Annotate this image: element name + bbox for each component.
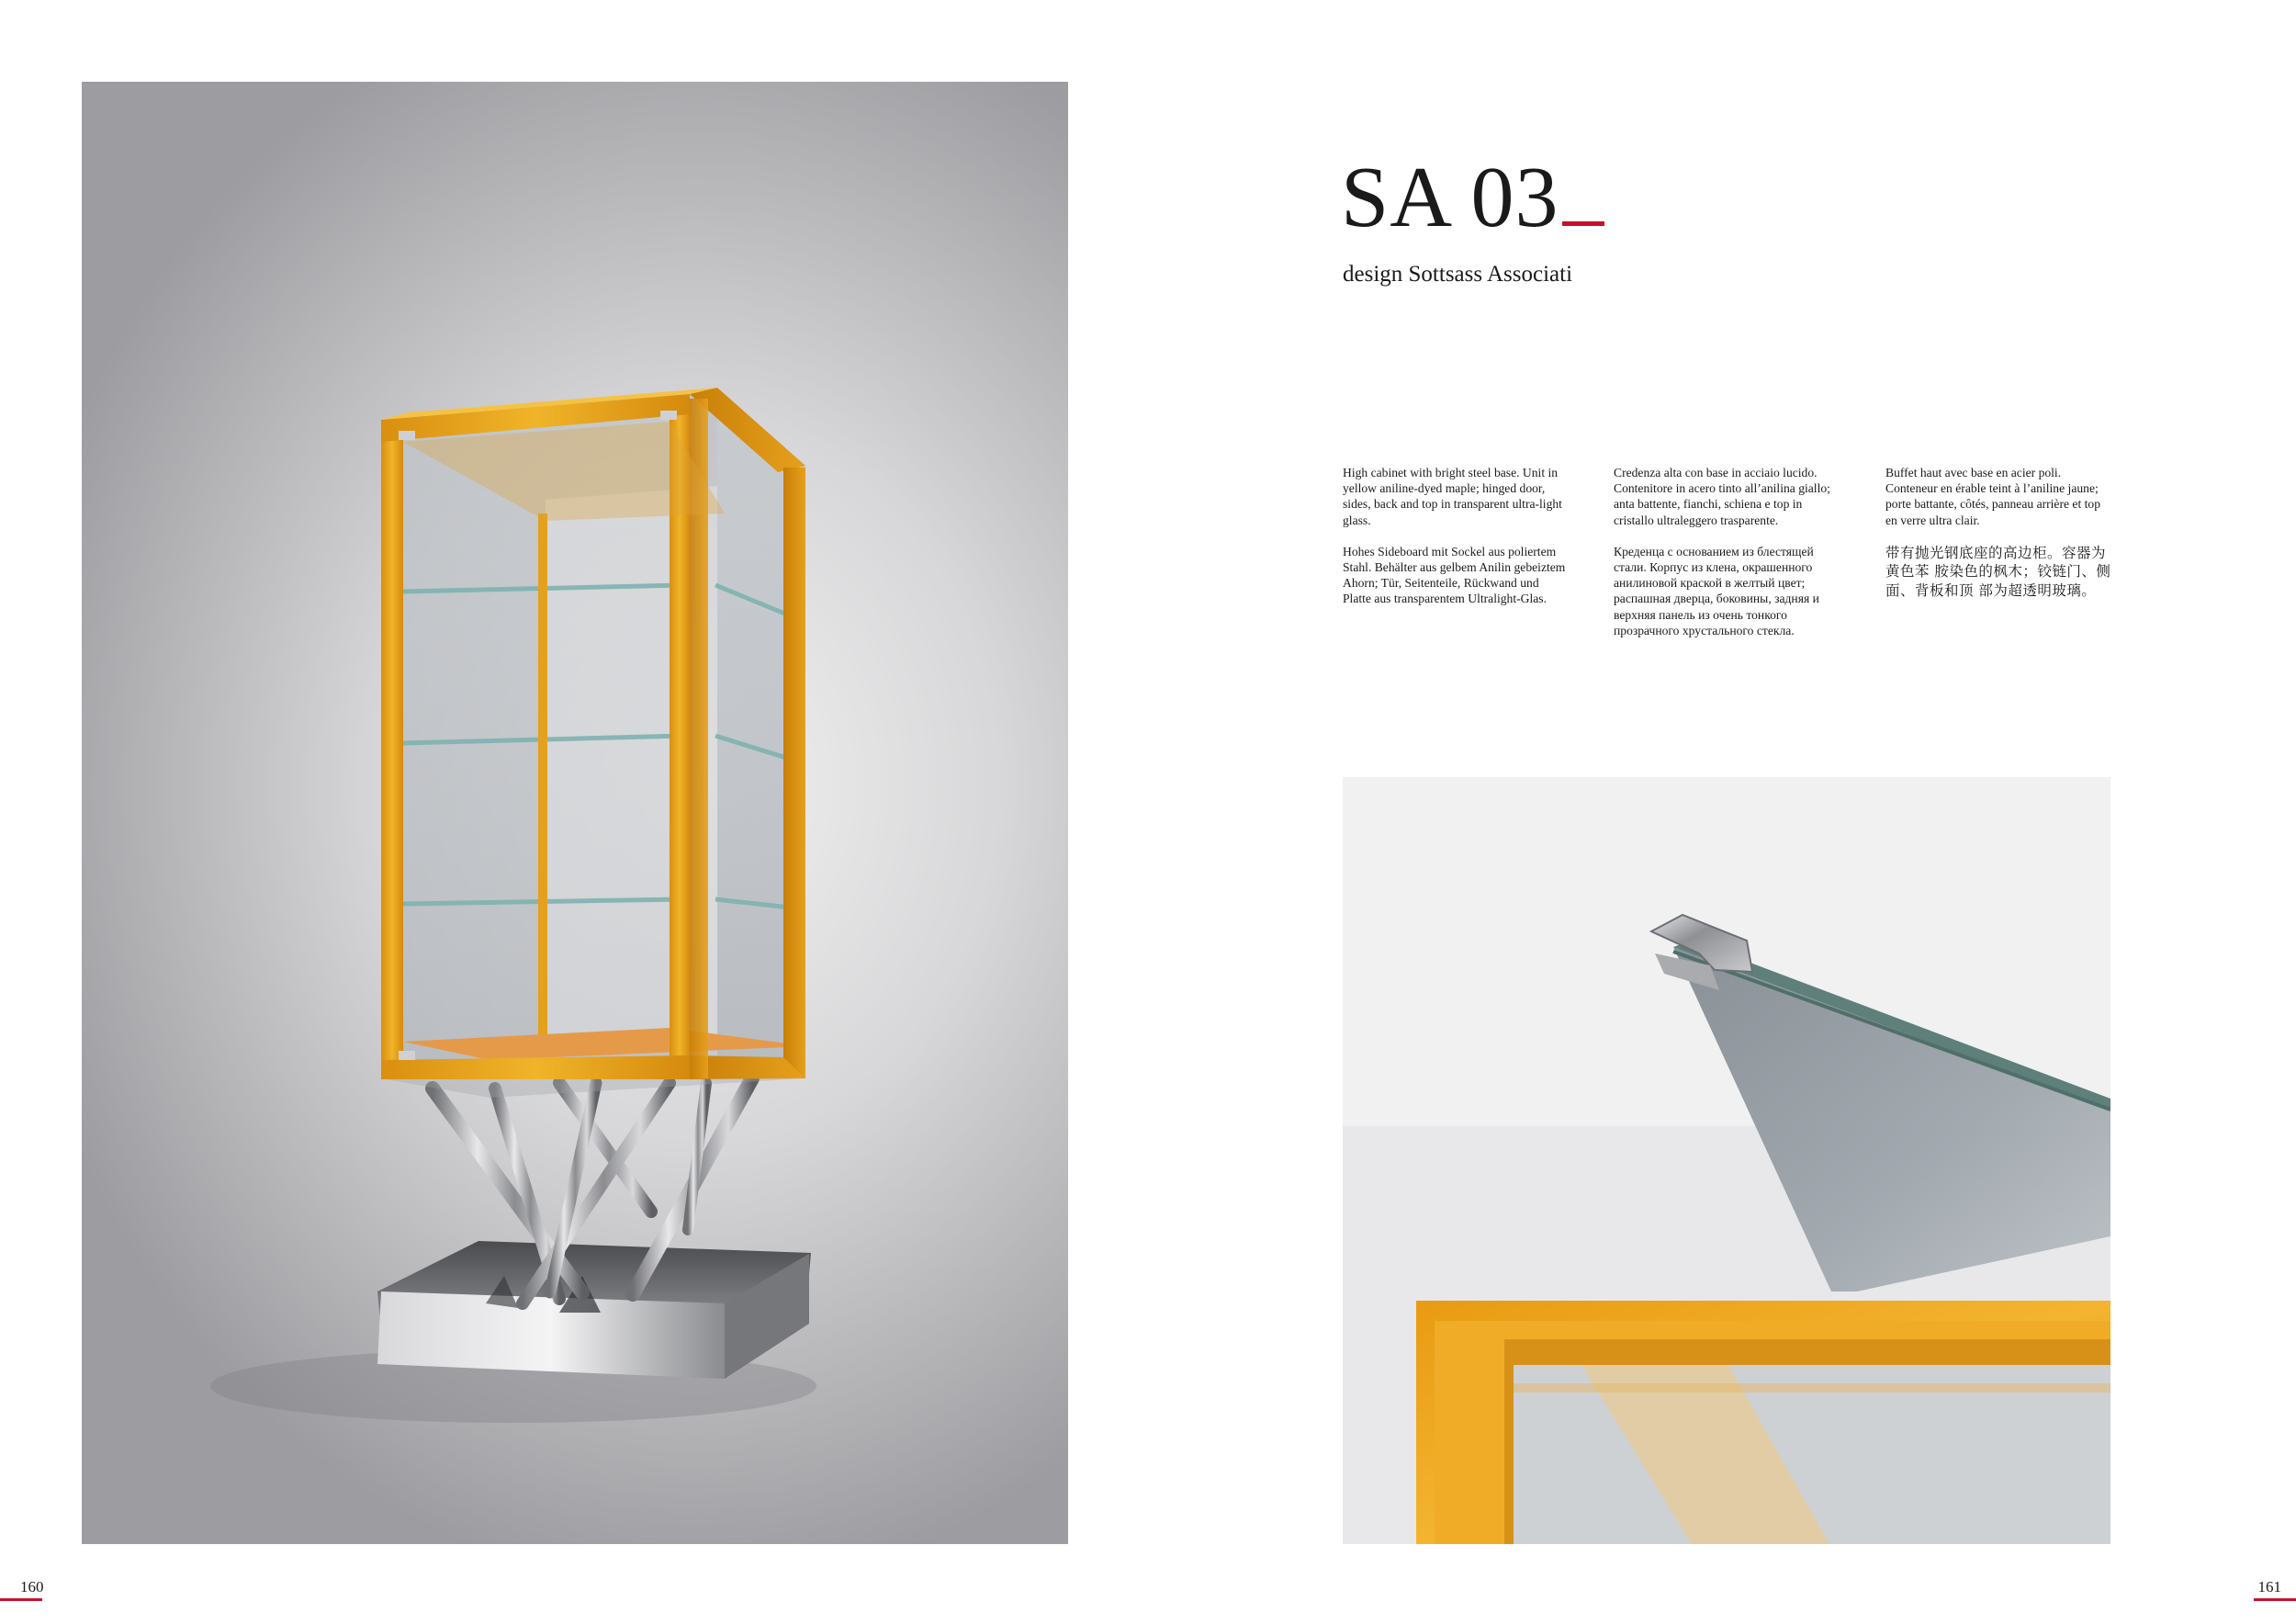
page-number-right-rule <box>2254 1598 2296 1601</box>
description-russian: Креденца с основанием из блестящей стали. Корпус из клена, окрашенного анилиновой краской в желтый цвет; распашная дверца, боковины, задняя и верхняя панель из очень тонкого прозрачного хрустального стекла. <box>1614 544 1819 637</box>
page-number-left-rule <box>0 1598 42 1601</box>
description-english: High cabinet with bright steel base. Unit in yellow aniline-dyed maple; hinged door, sides, back and top in transparent ultra-light glass. <box>1343 466 1562 527</box>
detail-photo-glass-hinge <box>1343 777 2110 1544</box>
page-number-left: 160 <box>20 1578 44 1596</box>
description-italian: Credenza alta con base in acciaio lucido. Contenitore in acero tinto all’anilina giallo; anta battente, fianchi, schiena e top in cristallo ultraleggero trasparente. <box>1614 466 1830 527</box>
title-accent-underscore <box>1562 221 1604 226</box>
description-german: Hohes Sideboard mit Sockel aus poliertem Stahl. Behälter aus gelbem Anilin gebeiztem Ahorn; Tür, Seitenteile, Rückwand und Platte aus transparentem Ultralight-Glas. <box>1343 544 1566 606</box>
product-photo-cabinet <box>82 82 1068 1544</box>
description-french: Buffet haut avec base en acier poli. Conteneur en érable teint à l’aniline jaune; porte battante, côtés, panneau arrière et top en verre ultra clair. <box>1885 466 2101 527</box>
column-english-german <box>1343 465 1569 623</box>
column-italian-russian <box>1614 465 1840 654</box>
product-title: SA 03 <box>1341 150 1559 245</box>
page-title <box>1341 150 1604 245</box>
column-french-chinese <box>1885 465 2111 615</box>
page-number-right: 161 <box>2257 1578 2281 1596</box>
description-chinese: 带有抛光钢底座的高边柜。容器为黄色苯 胺染色的枫木；铰链门、侧面、背板和顶 部为超透明玻璃。 <box>1885 544 2111 599</box>
designer-credit: design Sottsass Associati <box>1343 262 1573 287</box>
